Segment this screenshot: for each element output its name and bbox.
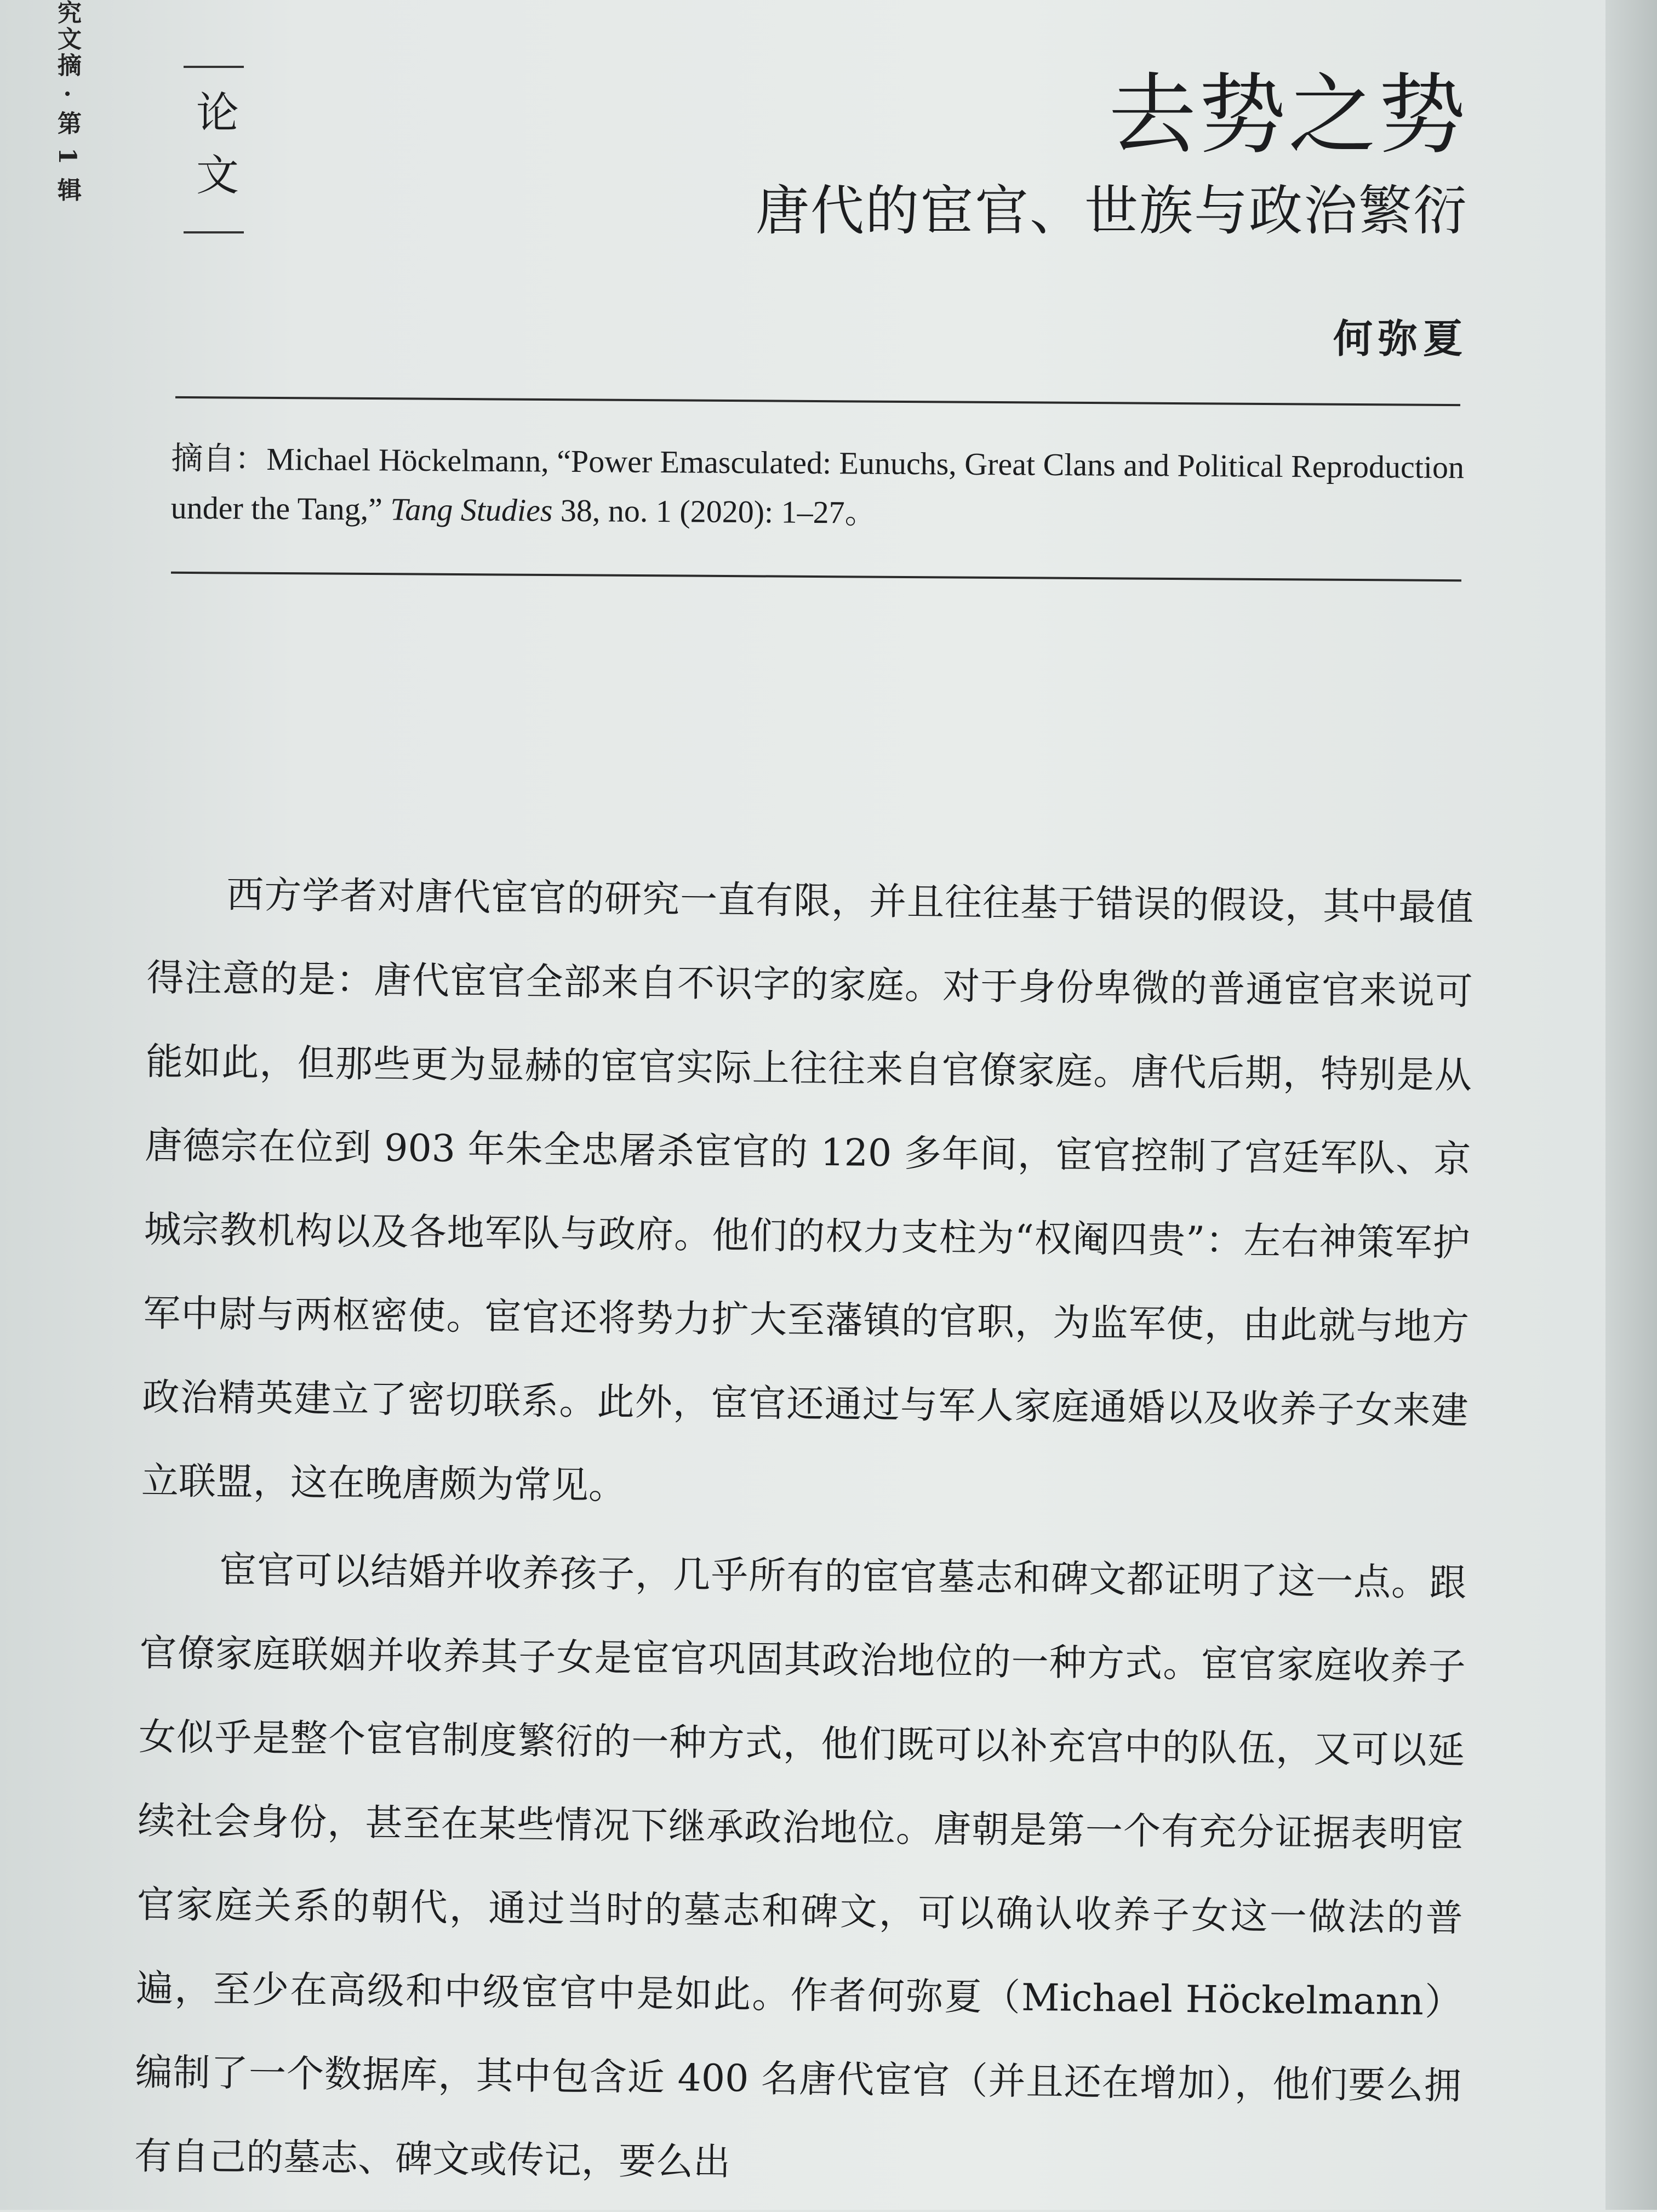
- citation-suffix: 38, no. 1 (2020): 1–27。: [552, 492, 877, 531]
- citation-prefix: 摘自：Michael Höckelmann, “Power Emasculated: Eunuchs, Great Clans and Political Reproduction under the Tang,”: [170, 440, 1465, 527]
- article-body: [134, 852, 1474, 2212]
- article-author: 何弥夏: [1333, 315, 1468, 362]
- section-label-top-rule: [184, 66, 244, 68]
- source-citation: [170, 434, 1464, 541]
- section-label-bottom-rule: [184, 231, 244, 233]
- page-edge: [1605, 0, 1657, 2210]
- section-label: [184, 66, 244, 233]
- citation-bottom-rule: [171, 572, 1461, 581]
- citation-top-rule: [175, 396, 1460, 406]
- article-title: 去势之势: [1108, 64, 1468, 166]
- section-label-text: 论文: [189, 90, 238, 215]
- body-paragraph: 宦官可以结婚并收养孩子，几乎所有的宦官墓志和碑文都证明了这一点。跟官僚家庭联姻并收养其子女是宦官巩固其政治地位的一种方式。宦官家庭收养子女似乎是整个宦官制度繁衍的一种方式，他们既可以补充宫中的队伍，又可以延续社会身份，甚至在某些情况下继承政治地位。唐朝是第一个有充分证据表明宦官家庭关系的朝代，通过当时的墓志和碑文，可以确认收养子女这一做法的普遍，至少在高级和中级宦官中是如此。作者何弥夏（Michael Höckelmann）编制了一个数据库，其中包含近 400 名唐代宦官（并且还在增加），他们要么拥有自己的墓志、碑文或传记，要么出: [134, 1548, 1467, 2185]
- body-paragraph: 西方学者对唐代宦官的研究一直有限，并且往往基于错误的假设，其中最值得注意的是：唐代宦官全部来自不识字的家庭。对于身份卑微的普通宦官来说可能如此，但那些更为显赫的宦官实际上往往来自官僚家庭。唐代后期，特别是从唐德宗在位到 903 年朱全忠屠杀宦官的 120 多年间，宦官控制了宫廷军队、京城宗教机构以及各地军队与政府。他们的权力支柱为“权阉四贵”：左右神策军护军中尉与两枢密使。宦官还将势力扩大至藩镇的官职，为监军使，由此就与地方政治精英建立了密切联系。此外，宦官还通过与军人家庭通婚以及收养子女来建立联盟，这在晚唐颇为常见。: [141, 873, 1474, 1508]
- running-head: 究文摘 · 第 1 辑: [53, 0, 81, 204]
- citation-journal: Tang Studies: [390, 491, 553, 528]
- article-subtitle: 唐代的宦官、世族与政治繁衍: [755, 180, 1468, 242]
